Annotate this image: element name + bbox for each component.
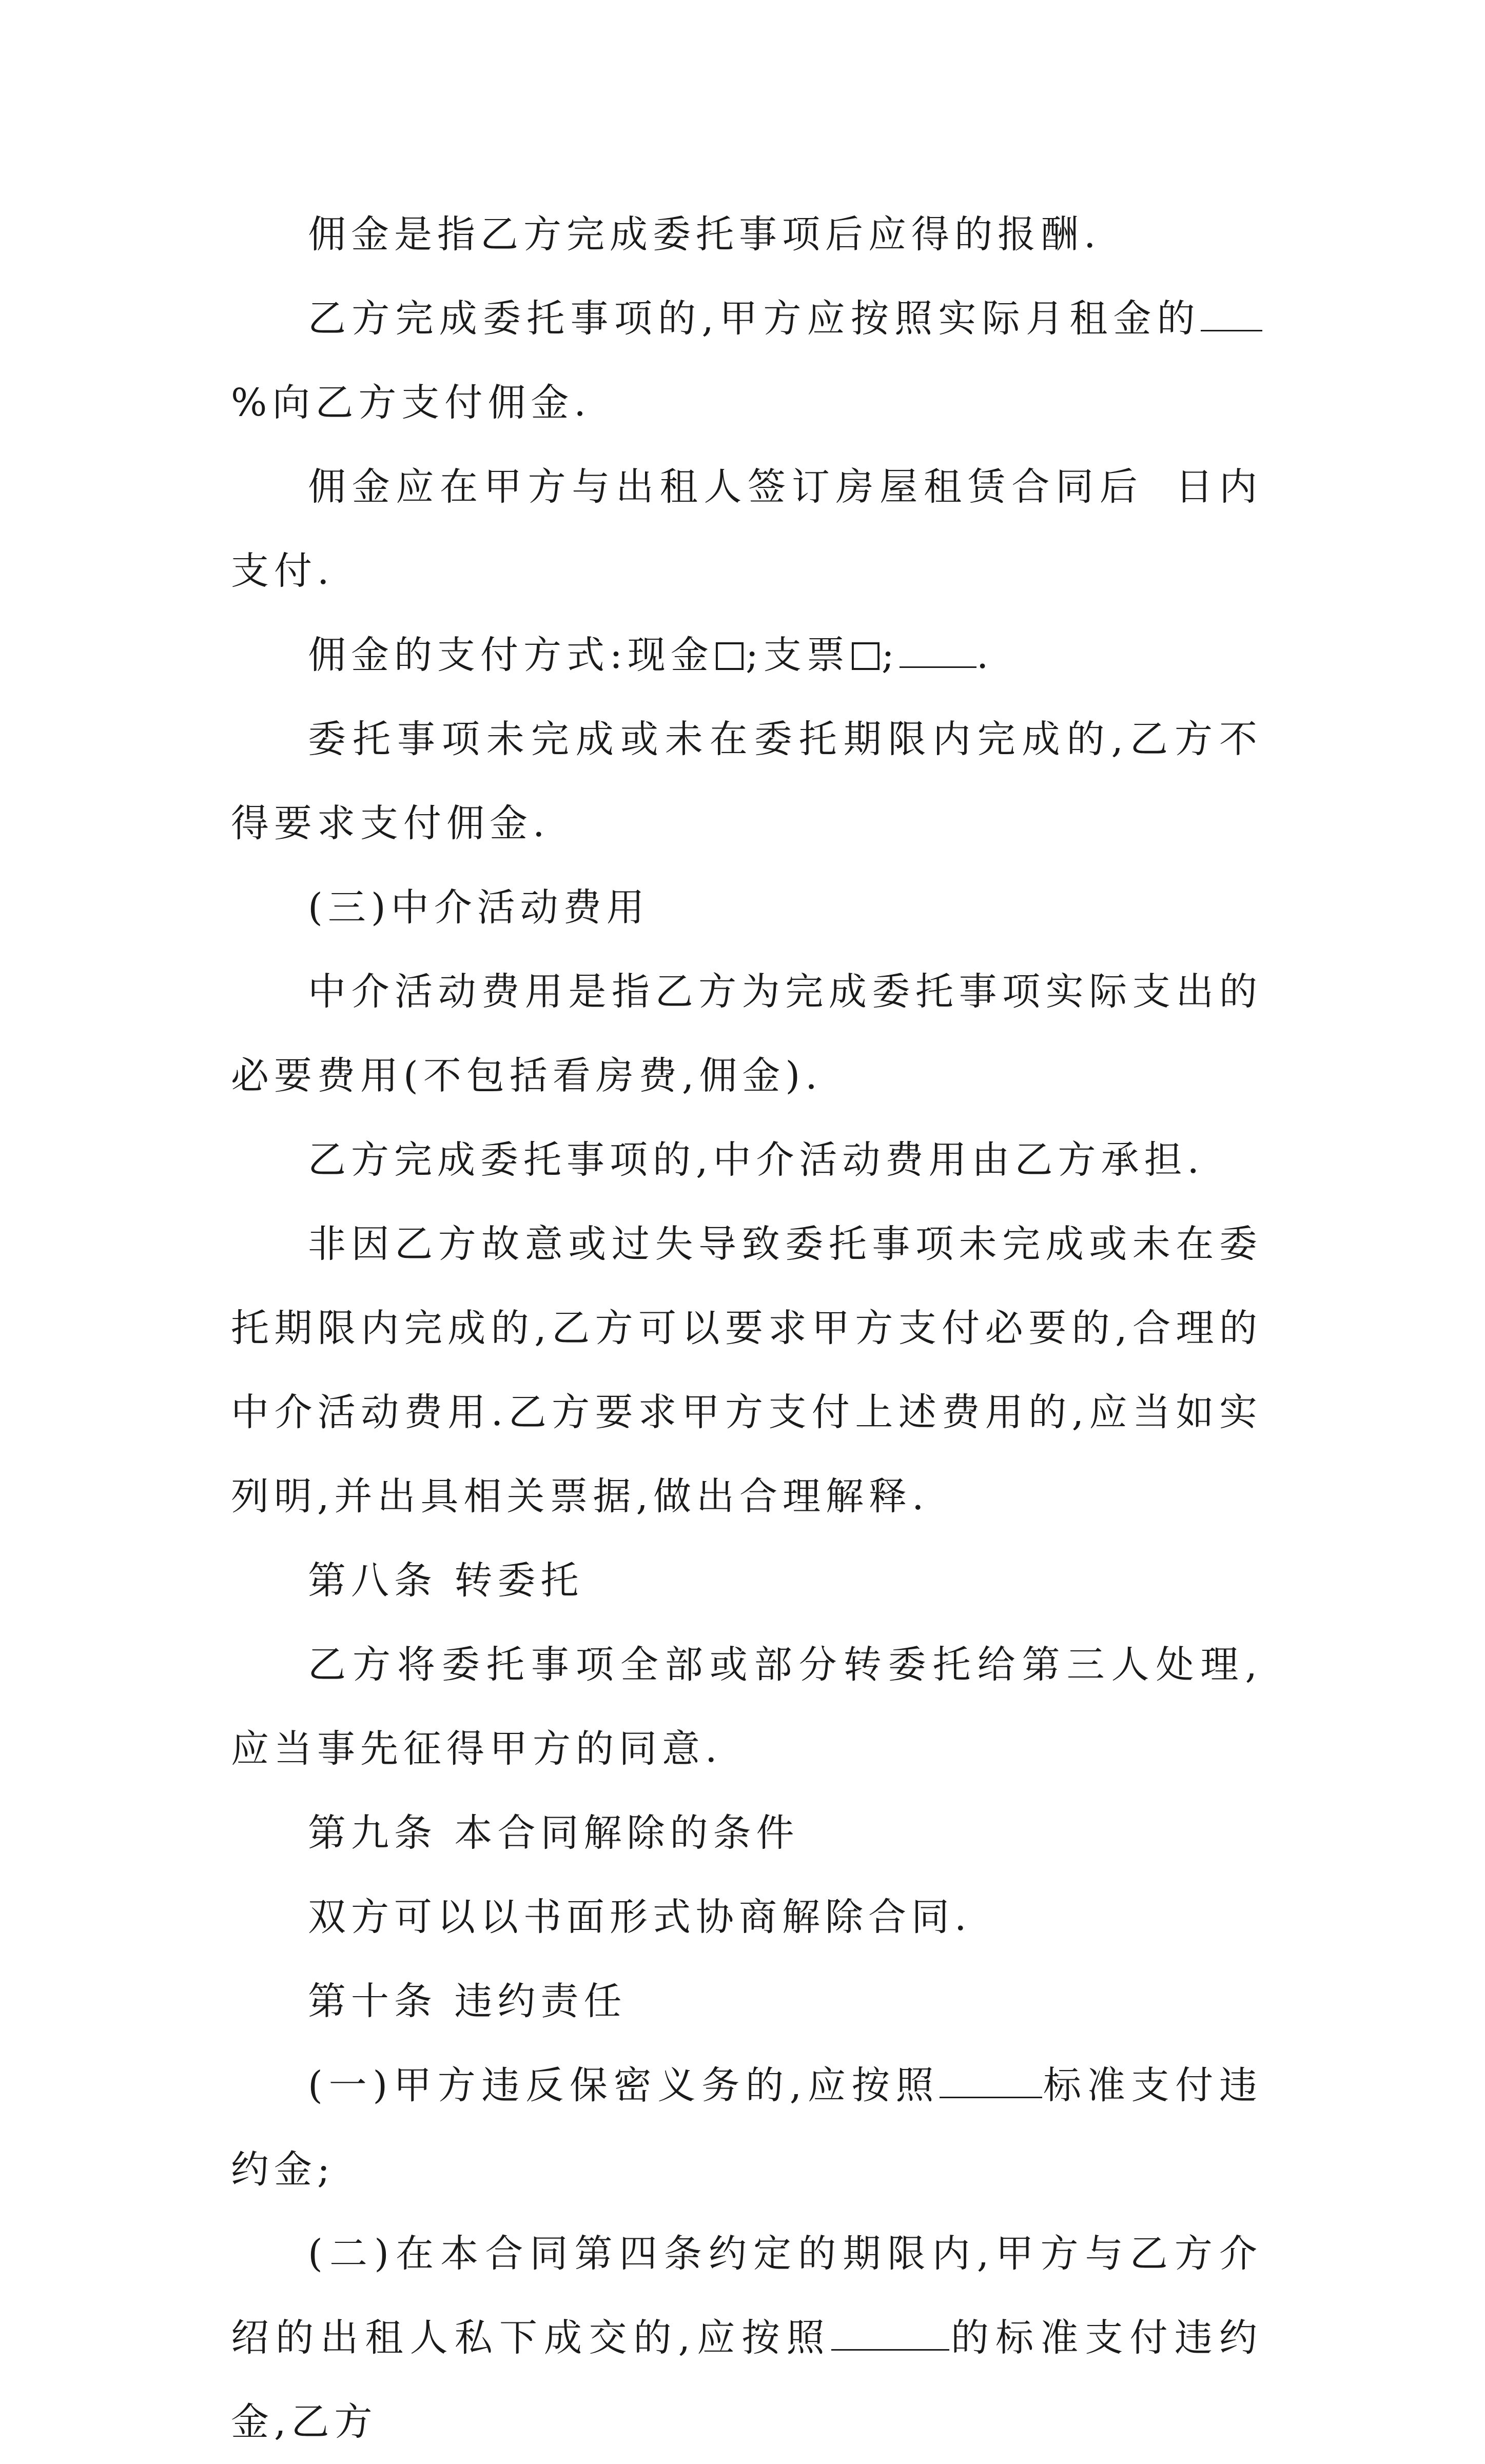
checkbox-cheque-icon <box>852 642 880 670</box>
blank-other-method <box>900 633 976 668</box>
paragraph-agency-fees-definition: 中介活动费用是指乙方为完成委托事项实际支出的必要费用(不包括看房费,佣金). <box>231 970 1262 1098</box>
section-heading-agency-fees: (三)中介活动费用 <box>308 885 650 930</box>
document-body <box>231 192 1262 2464</box>
article-heading-8: 第八条 转委托 <box>308 1559 584 1603</box>
blank-penalty-standard-1 <box>940 2063 1042 2098</box>
paragraph-commission-rate: 乙方完成委托事项的,甲方应按照实际月租金的%向乙方支付佣金. <box>231 277 1262 445</box>
paragraph-commission-deadline: 佣金应在甲方与出租人签订房屋租赁合同后 日内支付. <box>231 465 1263 593</box>
blank-percentage <box>1201 296 1262 331</box>
paragraph-agency-fees-reimbursement: 非因乙方故意或过失导致委托事项未完成或未在委托期限内完成的,乙方可以要求甲方支付必要的,合理的中介活动费用.乙方要求甲方支付上述费用的,应当如实列明,并出具相关票据,做出合理解释. <box>231 1222 1262 1519</box>
blank-penalty-standard-2 <box>831 2315 949 2351</box>
checkbox-cash-icon <box>716 642 744 670</box>
paragraph-termination: 双方可以以书面形式协商解除合同. <box>308 1895 972 1939</box>
paragraph-subdelegation: 乙方将委托事项全部或部分转委托给第三人处理,应当事先征得甲方的同意. <box>231 1643 1262 1771</box>
paragraph-no-commission: 委托事项未完成或未在委托期限内完成的,乙方不得要求支付佣金. <box>231 717 1262 845</box>
article-heading-9: 第九条 本合同解除的条件 <box>308 1811 799 1855</box>
paragraph-payment-method: 佣金的支付方式:现金 ;支票 ; . <box>308 633 994 677</box>
article-heading-10: 第十条 违约责任 <box>308 1979 627 2023</box>
paragraph-breach-confidentiality: (一)甲方违反保密义务的,应按照 标准支付违约金; <box>231 2063 1262 2192</box>
paragraph-breach-private-deal: (二)在本合同第四条约定的期限内,甲方与乙方介绍的出租人私下成交的,应按照 的标准支付违约金,乙方 <box>231 2232 1262 2444</box>
paragraph-agency-fees-borne: 乙方完成委托事项的,中介活动费用由乙方承担. <box>308 1138 1205 1182</box>
paragraph-commission-definition: 佣金是指乙方完成委托事项后应得的报酬. <box>308 212 1101 257</box>
